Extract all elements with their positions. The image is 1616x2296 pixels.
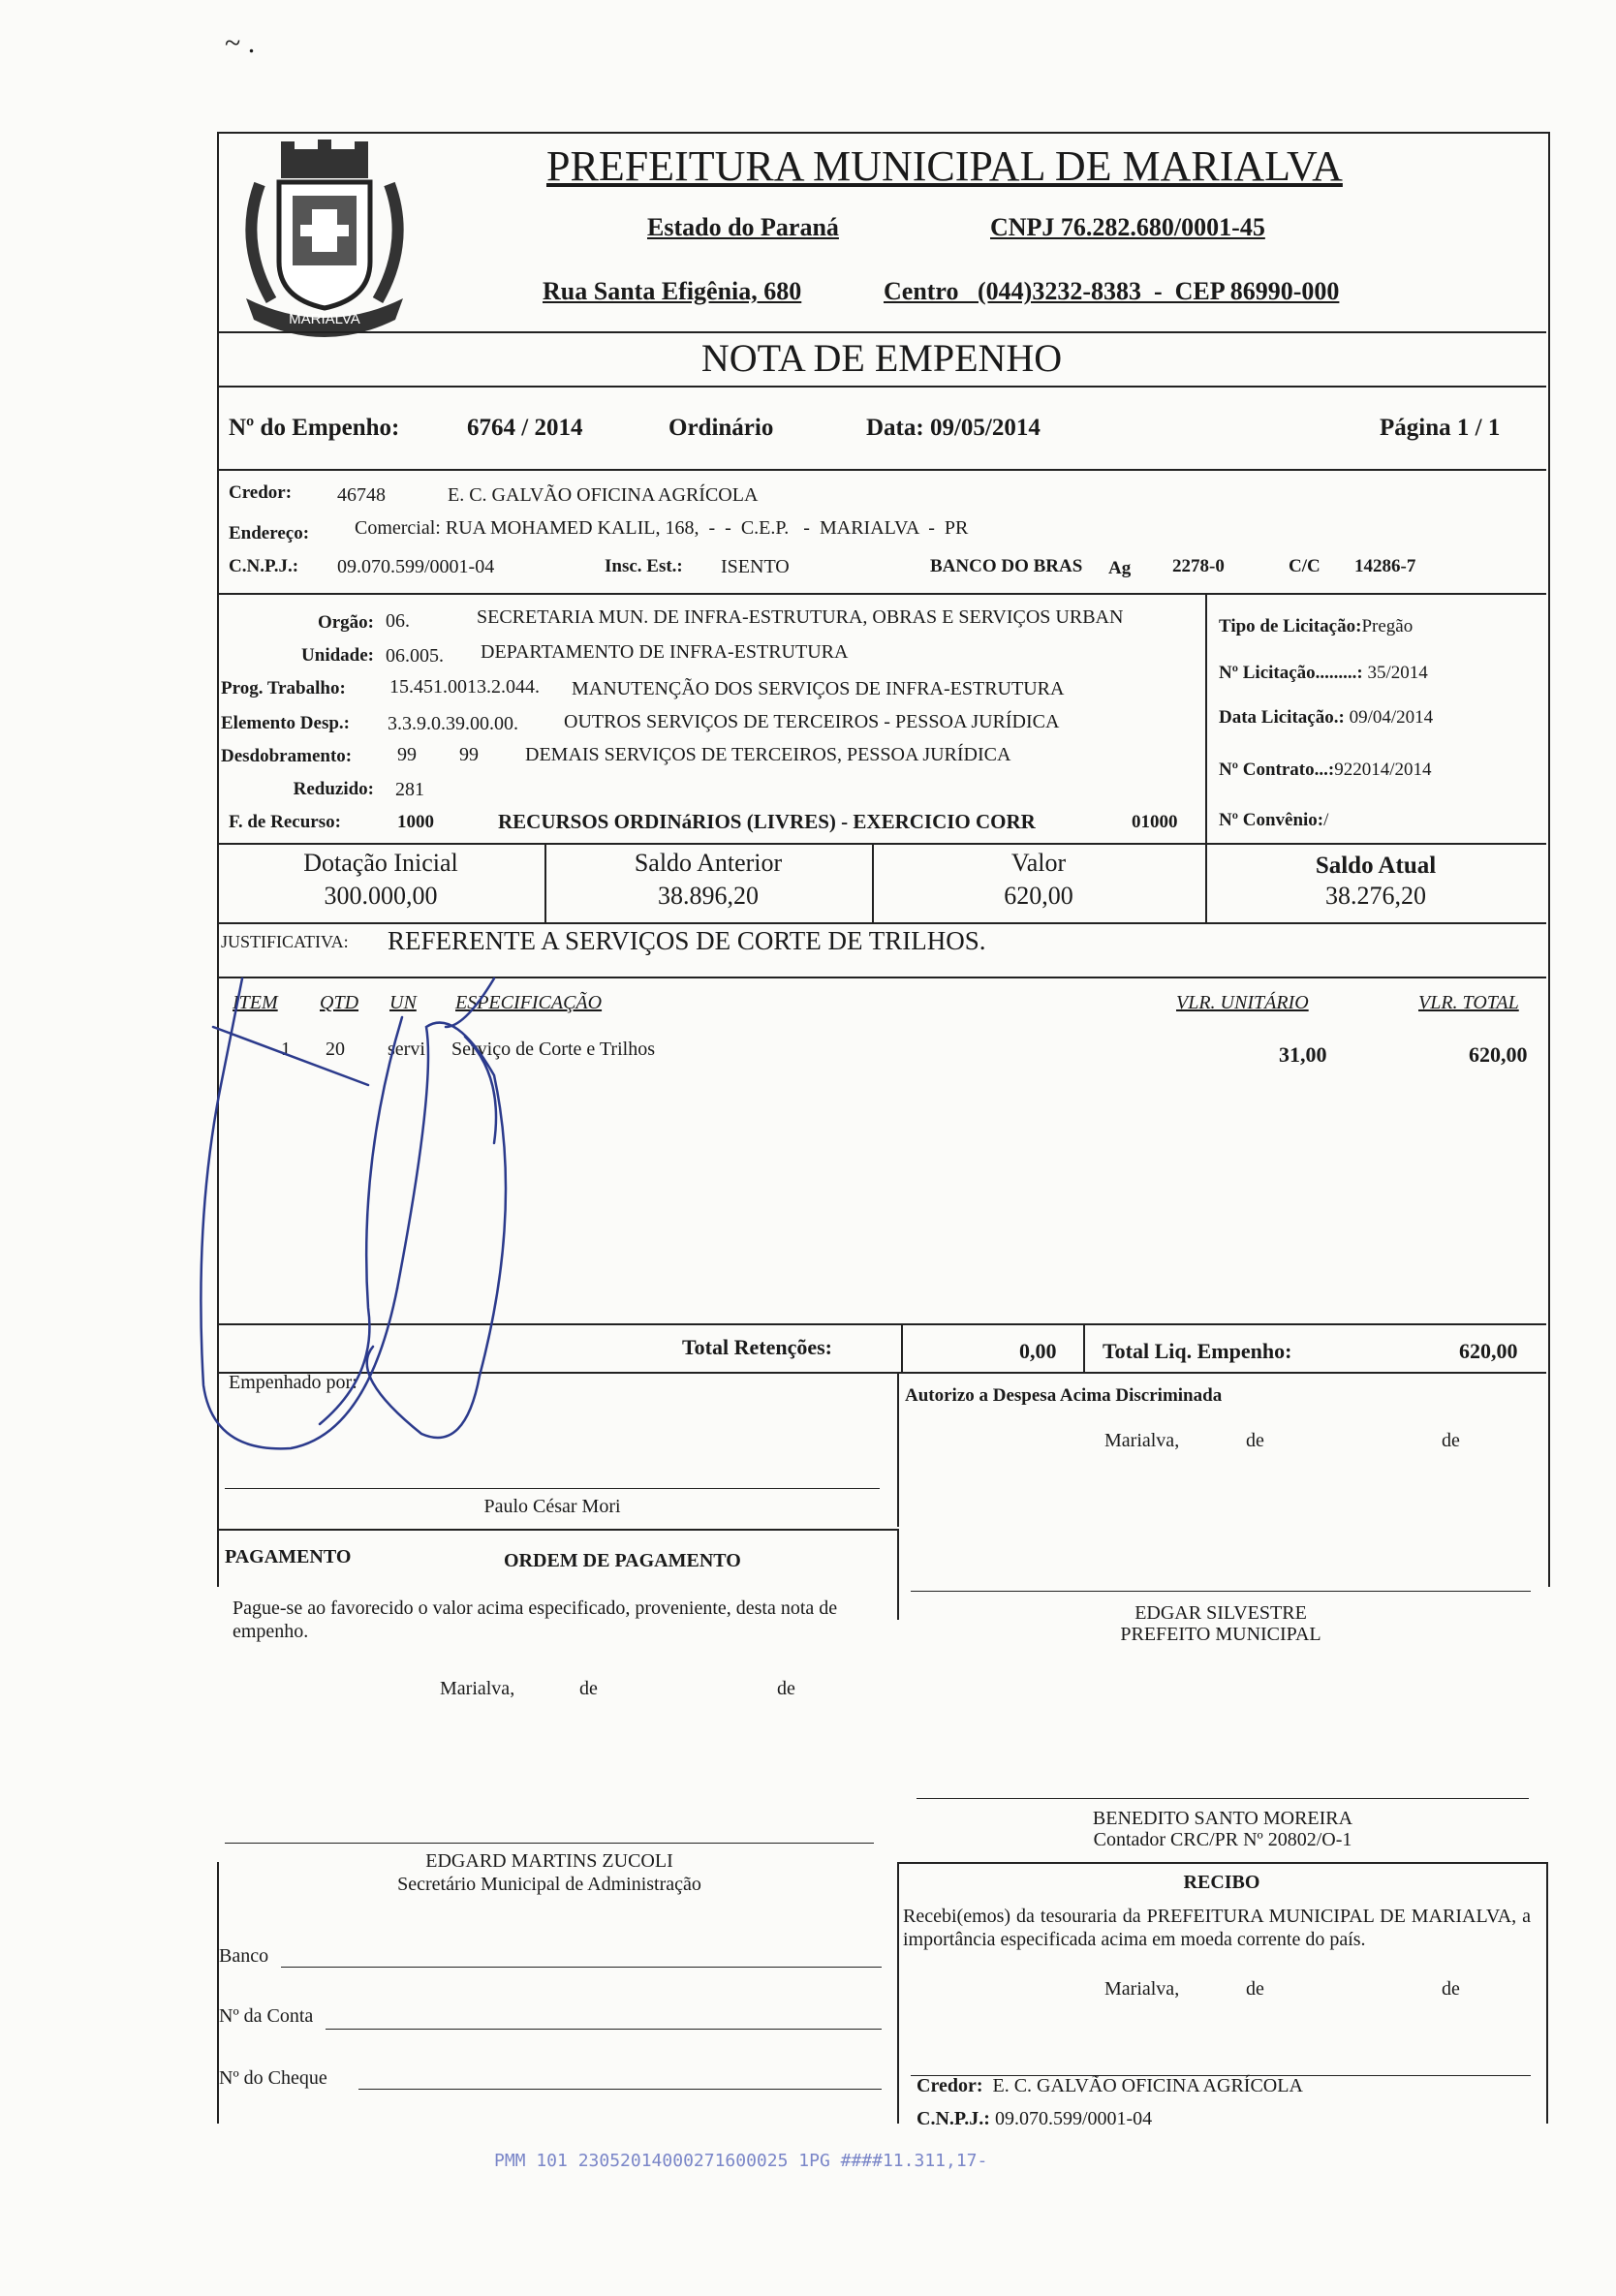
desdob-label: Desdobramento: (221, 746, 353, 766)
orgao-label: Orgão: (317, 612, 374, 633)
licitacao-contrato: Nº Contrato...:922014/2014 (1219, 760, 1432, 780)
elemento-desc: OUTROS SERVIÇOS DE TERCEIROS - PESSOA JURÍDICA (564, 711, 1060, 732)
recurso-label: F. de Recurso: (229, 812, 341, 832)
credor-code: 46748 (337, 484, 386, 506)
saldo-atual-value: 38.276,20 (1325, 882, 1426, 910)
row-total: 620,00 (1469, 1042, 1528, 1067)
unidade-code: 06.005. (386, 645, 444, 667)
empenho-data: Data: 09/05/2014 (866, 415, 1041, 441)
banco-value: BANCO DO BRAS (930, 556, 1083, 576)
reduzido-value: 281 (395, 779, 424, 800)
unidade-desc: DEPARTAMENTO DE INFRA-ESTRUTURA (481, 641, 849, 663)
recibo-de2: de (1442, 1978, 1460, 2000)
pagamento-de2: de (777, 1678, 795, 1699)
col-vlr-total: VLR. TOTAL (1418, 992, 1519, 1013)
secretario-role: Secretário Municipal de Administração (397, 1874, 701, 1895)
empenho-label: Nº do Empenho: (229, 415, 400, 441)
saldo-anterior-label: Saldo Anterior (634, 849, 783, 877)
licitacao-tipo: Tipo de Licitação:Pregão (1219, 616, 1414, 636)
autorizo-de2: de (1442, 1430, 1460, 1451)
scan-marks: ~ . (225, 27, 256, 59)
licitacao-convenio: Nº Convênio:/ (1219, 810, 1329, 830)
recibo-place: Marialva, (1104, 1978, 1180, 2000)
licitacao-data: Data Licitação.: 09/04/2014 (1219, 707, 1434, 728)
cheque-field-label: Nº do Cheque (219, 2067, 327, 2089)
valor-value: 620,00 (1004, 882, 1073, 910)
prog-code: 15.451.0013.2.044. (389, 676, 540, 698)
insc-value: ISENTO (721, 556, 790, 577)
credor-cnpj-label: C.N.P.J.: (229, 556, 299, 576)
pagamento-place: Marialva, (440, 1678, 515, 1699)
empenhado-label: Empenhado por: (229, 1372, 357, 1393)
recurso-code: 1000 (397, 812, 434, 832)
orgao-code: 06. (386, 610, 410, 632)
pagamento-text: Pague-se ao favorecido o valor acima especificado, proveniente, desta nota de empenho. (233, 1598, 838, 1642)
justificativa-label: JUSTIFICATIVA: (221, 932, 349, 951)
header-title: PREFEITURA MUNICIPAL DE MARIALVA (546, 142, 1343, 190)
endereco-value: Comercial: RUA MOHAMED KALIL, 168, - - C.E.P. - MARIALVA - PR (355, 517, 969, 539)
saldo-anterior-value: 38.896,20 (658, 882, 759, 910)
empenho-number: 6764 / 2014 (467, 415, 583, 441)
row-espec: Serviço de Corte e Trilhos (451, 1039, 655, 1060)
licitacao-numero: Nº Licitação.........: 35/2014 (1219, 663, 1428, 683)
empenho-tipo: Ordinário (668, 415, 774, 441)
recibo-title: RECIBO (1183, 1872, 1260, 1893)
valor-label: Valor (1010, 849, 1067, 877)
contador-name: BENEDITO SANTO MOREIRA (1092, 1808, 1353, 1829)
retencoes-label: Total Retenções: (682, 1335, 832, 1359)
elemento-label: Elemento Desp.: (221, 713, 350, 733)
saldo-atual-label: Saldo Atual (1315, 853, 1437, 879)
autorizo-de1: de (1246, 1430, 1264, 1451)
svg-text:MARIALVA: MARIALVA (289, 311, 360, 327)
liq-value: 620,00 (1459, 1339, 1518, 1363)
orgao-desc: SECRETARIA MUN. DE INFRA-ESTRUTURA, OBRAS E SERVIÇOS URBAN (477, 606, 1124, 628)
justificativa-text: REFERENTE A SERVIÇOS DE CORTE DE TRILHOS. (388, 926, 986, 955)
header-rua: Rua Santa Efigênia, 680 (543, 277, 802, 305)
col-vlr-unitario: VLR. UNITÁRIO (1176, 992, 1309, 1013)
banco-field-label: Banco (219, 1945, 269, 1967)
retencoes-value: 0,00 (1019, 1339, 1057, 1363)
desdob-desc: DEMAIS SERVIÇOS DE TERCEIROS, PESSOA JURÍDICA (525, 744, 1011, 765)
conta-field-label: Nº da Conta (219, 2005, 314, 2027)
recurso-ref: 01000 (1132, 812, 1178, 832)
reduzido-label: Reduzido: (293, 779, 374, 799)
autorizo-label: Autorizo a Despesa Acima Discriminada (905, 1385, 1223, 1406)
liq-label: Total Liq. Empenho: (1103, 1339, 1292, 1363)
dotacao-inicial-label: Dotação Inicial (303, 849, 458, 877)
ag-value: 2278-0 (1172, 556, 1225, 576)
insc-label: Insc. Est.: (605, 556, 683, 576)
recibo-text: Recebi(emos) da tesouraria da PREFEITURA MUNICIPAL DE MARIALVA, a importância especificada acima em moeda corrente do país. (903, 1906, 1531, 1950)
row-qtd: 20 (326, 1039, 345, 1060)
municipal-crest (233, 136, 417, 339)
autorizo-place: Marialva, (1104, 1430, 1180, 1451)
desdob-a: 99 (397, 744, 417, 765)
empenhado-name: Paulo César Mori (483, 1496, 621, 1517)
credor-label: Credor: (229, 482, 293, 503)
endereco-label: Endereço: (229, 523, 310, 543)
empenho-pagina: Página 1 / 1 (1380, 415, 1501, 441)
credor-name: E. C. GALVÃO OFICINA AGRÍCOLA (448, 484, 759, 506)
prefeito-role: PREFEITO MUNICIPAL (1120, 1624, 1321, 1645)
desdob-b: 99 (459, 744, 479, 765)
footer-code: PMM 101 23052014000271600025 1PG ####11.311,17- (494, 2151, 988, 2171)
header-estado: Estado do Paraná (647, 213, 839, 241)
cc-label: C/C (1289, 556, 1321, 576)
header-centro-fone-cep: Centro (044)3232-8383 - CEP 86990-000 (884, 277, 1340, 305)
row-item: 1 (281, 1039, 291, 1060)
recibo-credor: Credor: E. C. GALVÃO OFICINA AGRÍCOLA (917, 2075, 1303, 2096)
pagamento-de1: de (579, 1678, 598, 1699)
dotacao-inicial-value: 300.000,00 (324, 882, 438, 910)
recibo-credor-cnpj: C.N.P.J.: 09.070.599/0001-04 (917, 2108, 1153, 2129)
row-unit: 31,00 (1279, 1042, 1327, 1067)
prog-label: Prog. Trabalho: (221, 678, 346, 698)
prefeito-name: EDGAR SILVESTRE (1134, 1602, 1307, 1624)
cc-value: 14286-7 (1354, 556, 1416, 576)
elemento-code: 3.3.9.0.39.00.00. (388, 713, 518, 734)
header-cnpj: CNPJ 76.282.680/0001-45 (990, 213, 1265, 241)
contador-role: Contador CRC/PR Nº 20802/O-1 (1093, 1829, 1352, 1850)
ordem-label: ORDEM DE PAGAMENTO (504, 1550, 741, 1571)
doc-title: NOTA DE EMPENHO (700, 336, 1063, 380)
recibo-de1: de (1246, 1978, 1264, 2000)
col-un: UN (389, 992, 417, 1013)
row-un: servi (388, 1039, 425, 1060)
col-item: ITEM (233, 992, 278, 1013)
recurso-desc: RECURSOS ORDINáRIOS (LIVRES) - EXERCICIO CORR (498, 810, 1036, 833)
col-qtd: QTD (320, 992, 359, 1013)
pagamento-label: PAGAMENTO (225, 1546, 352, 1567)
secretario-name: EDGARD MARTINS ZUCOLI (425, 1850, 673, 1872)
ag-label: Ag (1108, 558, 1132, 578)
unidade-label: Unidade: (301, 645, 374, 666)
credor-cnpj-value: 09.070.599/0001-04 (337, 556, 495, 577)
prog-desc: MANUTENÇÃO DOS SERVIÇOS DE INFRA-ESTRUTURA (572, 678, 1065, 699)
col-espec: ESPECIFICAÇÃO (455, 992, 603, 1013)
